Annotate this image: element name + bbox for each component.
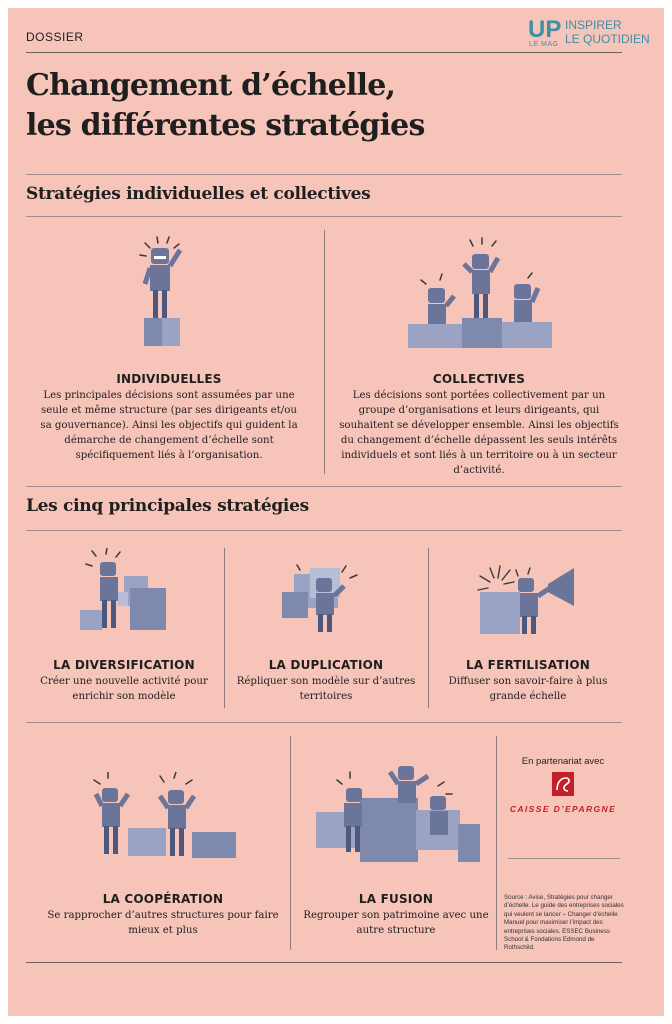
fertilisation-desc: Diffuser son savoir-faire à plus grande échelle <box>448 676 608 702</box>
fusion-illustration <box>312 760 482 866</box>
source-note: Source : Avise, Stratégies pour changer d’échelle. Le guide des entreprises sociales qui veulent se lancer – Changer d’échelle Manuel pour maximiser l’impact des entreprises sociales. ESSEC Business School & Fondations Edmond de Rothschild. <box>504 894 624 952</box>
collective-illustration <box>406 236 554 350</box>
diversification-desc: Créer une nouvelle activité pour enrichir son modèle <box>40 676 208 702</box>
section-heading-1: Stratégies individuelles et collectives <box>26 184 371 204</box>
divider <box>508 858 620 859</box>
individuelles-title: INDIVIDUELLES <box>116 372 222 386</box>
diversification-illustration <box>74 548 170 634</box>
cooperation-desc: Se rapprocher d’autres structures pour faire mieux et plus <box>47 910 279 936</box>
caisse-epargne-name: CAISSE D’EPARGNE <box>509 804 617 814</box>
divider <box>324 230 325 474</box>
duplication-desc: Répliquer son modèle sur d’autres territoires <box>236 676 416 702</box>
title-line-1: Changement d’échelle, <box>26 68 396 103</box>
diversification-title: LA DIVERSIFICATION <box>53 658 195 672</box>
page-title <box>26 66 486 146</box>
collectives-desc: Les décisions sont portées collectivement par un groupe d’organisations et leurs dirigeants, qui souhaitent se développer ensemble. Ainsi les objectifs du changement d’échelle dépassent les seuls intérêts individuels et sont liés à un territoire ou à un secteur d’activité. <box>339 390 619 476</box>
collectives-title: COLLECTIVES <box>432 372 526 386</box>
partner-label: En partenariat avec <box>521 756 605 767</box>
divider <box>26 174 622 175</box>
divider <box>224 548 225 708</box>
divider <box>26 530 622 531</box>
title-line-2: les différentes stratégies <box>26 108 425 143</box>
cooperation-illustration <box>90 772 238 864</box>
divider <box>26 52 622 53</box>
infographic-page <box>8 8 664 1016</box>
divider <box>26 216 622 217</box>
fertilisation-title: LA FERTILISATION <box>465 658 591 672</box>
section-label: DOSSIER <box>26 30 84 44</box>
individuelles-desc: Les principales décisions sont assumées par une seule et même structure (par ses dirigeants et/ou sa gouvernance). Ainsi les objectifs qui guident la démarche de changement d’échelle sont spécifiquement liés à l’organisation. <box>40 390 298 461</box>
divider <box>26 722 622 723</box>
fertilisation-illustration <box>470 548 580 638</box>
cooperation-title: LA COOPÉRATION <box>102 892 224 906</box>
up-logo-mag: LE MAG <box>529 41 559 48</box>
duplication-illustration <box>280 556 364 636</box>
divider <box>496 736 497 950</box>
section-heading-2: Les cinq principales stratégies <box>26 496 309 516</box>
bottom-divider <box>26 962 622 963</box>
caisse-epargne-squirrel-logo <box>552 772 574 796</box>
fusion-title: LA FUSION <box>358 892 434 906</box>
individual-illustration <box>136 234 206 350</box>
up-logo: UP <box>528 16 562 43</box>
divider <box>290 736 291 950</box>
divider <box>26 486 622 487</box>
duplication-title: LA DUPLICATION <box>268 658 384 672</box>
fusion-desc: Regrouper son patrimoine avec une autre structure <box>303 910 489 936</box>
logo-tagline: INSPIRER LE QUOTIDIEN <box>565 18 650 46</box>
divider <box>428 548 429 708</box>
